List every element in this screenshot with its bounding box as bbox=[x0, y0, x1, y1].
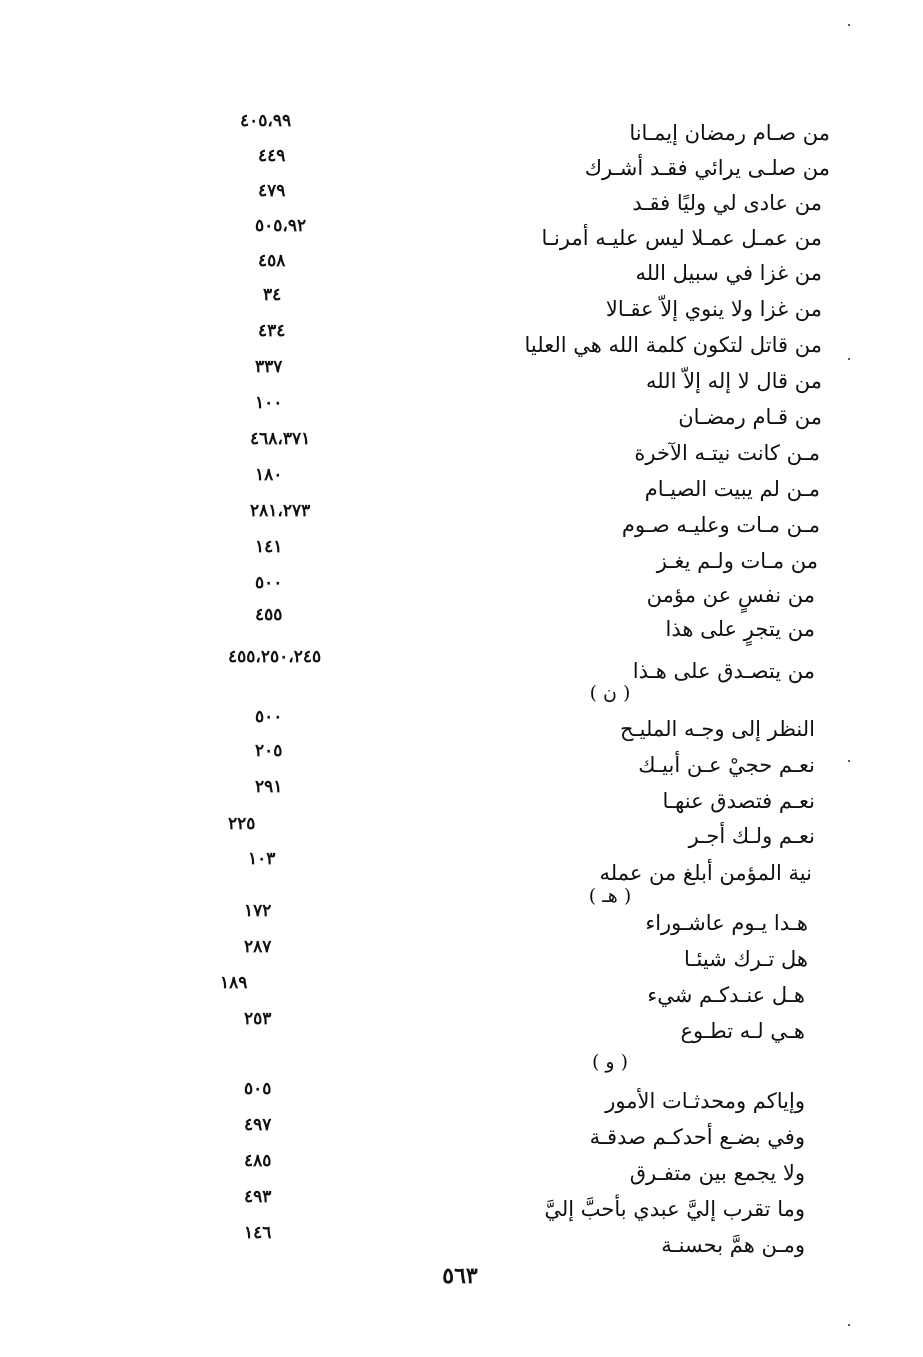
page-refs: ١٤١ bbox=[255, 537, 283, 557]
hadith-text: وما تقرب إليَّ عبدي بأحبَّ إليَّ bbox=[544, 1197, 805, 1221]
section-header-nun: ( ن ) bbox=[589, 682, 631, 704]
page-refs: ٥٠٠ bbox=[255, 707, 283, 727]
page-refs: ٥٠٥،٩٢ bbox=[255, 216, 307, 236]
page-refs: ٤٣٤ bbox=[258, 321, 286, 341]
page-refs: ٤٧٩ bbox=[258, 181, 286, 201]
index-entry bbox=[200, 1223, 830, 1266]
index-entry bbox=[200, 501, 830, 546]
hadith-text: من يتجرٍ على هذا bbox=[665, 617, 815, 641]
hadith-text: مـن لم يبيت الصيـام bbox=[644, 477, 820, 501]
hadith-text: نعـم حجيْ عـن أبيـك bbox=[638, 753, 815, 777]
page-refs: ٢٨٧ bbox=[244, 937, 272, 957]
page-refs: ٢٢٥ bbox=[228, 814, 256, 834]
page-refs: ٥٠٥ bbox=[244, 1079, 272, 1099]
page-refs: ٢٨١،٢٧٣ bbox=[250, 501, 311, 521]
index-entry bbox=[200, 1079, 830, 1122]
index-entry bbox=[200, 537, 830, 582]
section-header-ha: ( هـ ) bbox=[588, 885, 632, 907]
index-entry bbox=[200, 573, 830, 616]
page-refs: ٤٩٧ bbox=[244, 1115, 272, 1135]
page-refs: ١٠٣ bbox=[248, 849, 276, 869]
hadith-text: من عادى لي وليًا فقـد bbox=[632, 191, 822, 215]
scan-speck bbox=[848, 760, 850, 762]
section-header-waw: ( و ) bbox=[591, 1051, 629, 1073]
index-entry bbox=[200, 111, 830, 154]
page-refs: ٤٦٨،٣٧١ bbox=[250, 429, 311, 449]
hadith-text: من صـام رمضان إيمـانا bbox=[629, 121, 830, 145]
page-refs: ٣٤ bbox=[263, 285, 282, 305]
page-refs: ٢٥٣ bbox=[244, 1009, 272, 1029]
index-entry bbox=[200, 647, 830, 692]
index-entry bbox=[200, 1009, 830, 1052]
page-refs: ١٠٠ bbox=[255, 393, 283, 413]
index-entry bbox=[200, 1115, 830, 1158]
hadith-text: من قـام رمضـان bbox=[678, 405, 822, 429]
index-entry bbox=[200, 901, 830, 944]
scan-speck bbox=[848, 24, 850, 26]
page-refs: ٤٠٥،٩٩ bbox=[240, 111, 292, 131]
page-refs: ١٨٩ bbox=[220, 973, 248, 993]
index-entry bbox=[200, 146, 830, 189]
hadith-text: النظر إلى وجـه المليـح bbox=[619, 717, 815, 741]
index-entry bbox=[200, 1151, 830, 1194]
hadith-text: من مـات ولـم يغـز bbox=[656, 549, 818, 573]
hadith-text: نعـم ولـك أجـر bbox=[688, 824, 815, 848]
page-refs: ١٨٠ bbox=[255, 465, 283, 485]
index-entry bbox=[200, 321, 830, 366]
page-refs: ٣٣٧ bbox=[255, 357, 283, 377]
page-refs: ٤٥٨ bbox=[258, 251, 286, 271]
index-entry bbox=[200, 937, 830, 980]
page-refs: ٢٠٥ bbox=[255, 741, 283, 761]
page-refs: ٢٩١ bbox=[255, 777, 283, 797]
hadith-text: نعـم فتصدق عنهـا bbox=[662, 789, 815, 813]
hadith-text: هـي لـه تطـوع bbox=[680, 1019, 805, 1043]
page-refs: ٤٥٥،٢٥٠،٢٤٥ bbox=[228, 647, 322, 667]
page-refs: ٤٨٥ bbox=[244, 1151, 272, 1171]
hadith-text: ولا يجمع بين متفـرق bbox=[629, 1161, 805, 1185]
index-entry bbox=[200, 777, 830, 822]
index-entry bbox=[200, 1187, 830, 1230]
hadith-text: من قاتل لتكون كلمة الله هي العليا bbox=[524, 333, 822, 357]
hadith-text: من يتصـدق على هـذا bbox=[632, 659, 815, 683]
hadith-text: مـن كانت نيتـه الآخرة bbox=[634, 441, 820, 465]
scan-speck bbox=[848, 1324, 850, 1326]
hadith-text: وإياكم ومحدثـات الأمور bbox=[605, 1089, 805, 1113]
index-entry bbox=[200, 741, 830, 786]
hadith-text: وفي بضـع أحدكـم صدقـة bbox=[589, 1125, 805, 1149]
page-refs: ٤٥٥ bbox=[255, 605, 283, 625]
page-refs: ٥٠٠ bbox=[255, 573, 283, 593]
page-refs: ١٤٦ bbox=[244, 1223, 272, 1243]
index-entry bbox=[200, 216, 830, 259]
hadith-text: ومـن همَّ بحسنـة bbox=[661, 1233, 805, 1257]
scan-speck bbox=[848, 358, 850, 360]
index-entry bbox=[200, 814, 830, 857]
index-entry bbox=[200, 357, 830, 402]
page-refs: ٤٩٣ bbox=[244, 1187, 272, 1207]
hadith-text: هـدا يـوم عاشـوراء bbox=[645, 911, 808, 935]
hadith-text: من قال لا إله إلاّ الله bbox=[645, 369, 822, 393]
hadith-text: من صلـى يرائي فقـد أشـرك bbox=[584, 156, 830, 180]
index-entry bbox=[200, 429, 830, 474]
page-refs: ٤٤٩ bbox=[258, 146, 286, 166]
index-entry bbox=[200, 707, 830, 750]
hadith-text: نية المؤمن أبلغ من عمله bbox=[599, 861, 812, 885]
index-entry bbox=[200, 251, 830, 294]
hadith-text: من عمـل عمـلا ليس عليـه أمرنـا bbox=[541, 226, 822, 250]
index-entry bbox=[200, 849, 830, 894]
hadith-text: من غزا في سبيل الله bbox=[635, 261, 822, 285]
index-entry bbox=[200, 973, 830, 1016]
page-refs: ١٧٢ bbox=[244, 901, 272, 921]
hadith-text: من غزا ولا ينوي إلاّ عقـالا bbox=[605, 297, 822, 321]
hadith-text: هل تـرك شيئـا bbox=[683, 947, 808, 971]
hadith-text: من نفسٍ عن مؤمن bbox=[646, 583, 815, 607]
hadith-text: مـن مـات وعليـه صـوم bbox=[621, 513, 820, 537]
page-number: ٥٦٣ bbox=[442, 1263, 478, 1289]
index-entry bbox=[200, 285, 830, 330]
hadith-text: هـل عنـدكـم شيء bbox=[647, 983, 805, 1007]
